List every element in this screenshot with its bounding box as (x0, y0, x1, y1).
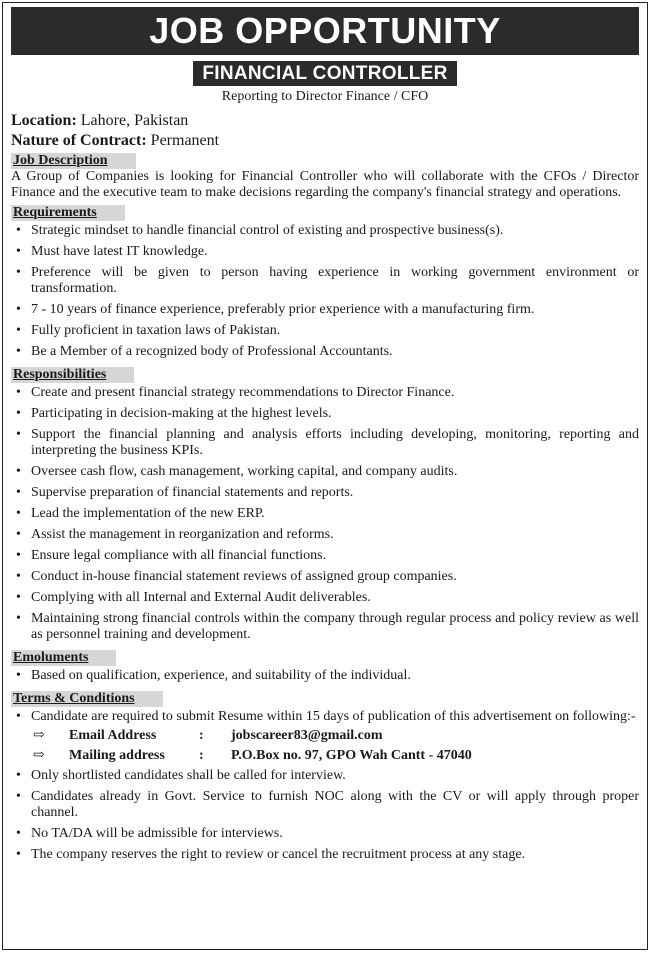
bullet-icon: • (16, 302, 21, 317)
bullet-icon: • (16, 847, 21, 862)
email-label: Email Address (69, 728, 157, 743)
list-item (11, 406, 639, 422)
list-item-text: Complying with all Internal and External Audit deliverables. (31, 590, 371, 605)
list-item (11, 668, 639, 684)
list-item (11, 847, 639, 863)
list-item-text: Participating in decision-making at the highest levels. (31, 406, 332, 421)
list-item (11, 302, 639, 318)
list-item-text: Strategic mindset to handle financial control of existing and prospective business(s). (31, 223, 504, 238)
list-item (11, 485, 639, 501)
list-item-text: Only shortlisted candidates shall be called for interview. (31, 768, 346, 783)
terms-heading: Terms & Conditions (11, 691, 163, 707)
bullet-icon: • (16, 789, 21, 804)
mailing-label: Mailing address (69, 748, 165, 763)
bullet-icon: • (16, 344, 21, 359)
email-contact-row (11, 728, 639, 744)
list-item (11, 265, 639, 297)
job-description-heading: Job Description (11, 153, 136, 169)
headline: JOB OPPORTUNITY (11, 7, 639, 55)
bullet-icon: • (16, 527, 21, 542)
location-value: Lahore, Pakistan (80, 112, 189, 129)
list-item (11, 826, 639, 842)
list-item-text: Fully proficient in taxation laws of Pakistan. (31, 323, 281, 338)
bullet-icon: • (16, 323, 21, 338)
responsibilities-list (11, 385, 639, 643)
list-item (11, 427, 639, 459)
list-item (11, 244, 639, 260)
list-item (11, 223, 639, 239)
list-item-text: Oversee cash flow, cash management, working capital, and company audits. (31, 464, 458, 479)
list-item (11, 709, 639, 725)
list-item (11, 464, 639, 480)
bullet-icon: • (16, 611, 21, 626)
job-description-text: A Group of Companies is looking for Financial Controller who will collaborate with the CFOs / Director Finance and the executive team to make decisions regarding the company's financial strategy and operations. (11, 169, 639, 200)
list-item-text: Preference will be given to person having experience in working government environment or transformation. (31, 265, 639, 296)
arrow-right-icon: ⇨ (33, 748, 45, 763)
list-item-text: Supervise preparation of financial statements and reports. (31, 485, 354, 500)
list-item-text: Assist the management in reorganization and reforms. (31, 527, 334, 542)
bullet-icon: • (16, 385, 21, 400)
emoluments-list (11, 668, 639, 684)
location-field (11, 111, 639, 131)
bullet-icon: • (16, 506, 21, 521)
list-item-text: Lead the implementation of the new ERP. (31, 506, 265, 521)
bullet-icon: • (16, 590, 21, 605)
list-item-text: Ensure legal compliance with all financial functions. (31, 548, 327, 563)
bullet-icon: • (16, 485, 21, 500)
list-item-text: No TA/DA will be admissible for interviews. (31, 826, 283, 841)
mailing-address: P.O.Box no. 97, GPO Wah Cantt - 47040 (231, 748, 472, 763)
bullet-icon: • (16, 406, 21, 421)
requirements-heading: Requirements (11, 205, 125, 221)
job-advertisement (2, 2, 648, 950)
list-item (11, 548, 639, 564)
list-item-text: Be a Member of a recognized body of Professional Accountants. (31, 344, 393, 359)
list-item-text: Create and present financial strategy recommendations to Director Finance. (31, 385, 455, 400)
list-item (11, 789, 639, 821)
requirements-list (11, 223, 639, 360)
list-item (11, 527, 639, 543)
bullet-icon: • (16, 464, 21, 479)
list-item-text: Conduct in-house financial statement reviews of assigned group companies. (31, 569, 457, 584)
list-item-text: Maintaining strong financial controls within the company through regular process and policy review as well as personnel training and development. (31, 611, 639, 642)
list-item (11, 344, 639, 360)
email-address-link[interactable]: jobscareer83@gmail.com (231, 728, 383, 743)
bullet-icon: • (16, 569, 21, 584)
arrow-right-icon: ⇨ (33, 728, 45, 743)
responsibilities-heading: Responsibilities (11, 367, 134, 383)
bullet-icon: • (16, 223, 21, 238)
list-item (11, 506, 639, 522)
contract-value: Permanent (150, 132, 220, 149)
list-item (11, 569, 639, 585)
list-item (11, 611, 639, 643)
list-item-text: Candidates already in Govt. Service to furnish NOC along with the CV or will apply through proper channel. (31, 789, 639, 820)
bullet-icon: • (16, 244, 21, 259)
list-item (11, 323, 639, 339)
list-item-text: The company reserves the right to review or cancel the recruitment process at any stage. (31, 847, 526, 862)
mailing-contact-row (11, 748, 639, 764)
position-title-wrap (11, 61, 639, 86)
list-item-text: Based on qualification, experience, and suitability of the individual. (31, 668, 411, 683)
list-item (11, 385, 639, 401)
location-label: Location: (11, 112, 77, 129)
list-item-text: Support the financial planning and analysis efforts including developing, monitoring, reporting and interpreting the business KPIs. (31, 427, 639, 458)
bullet-icon: • (16, 427, 21, 442)
bullet-icon: • (16, 548, 21, 563)
colon-separator: : (199, 728, 204, 743)
list-item-text: Must have latest IT knowledge. (31, 244, 208, 259)
list-item-text: 7 - 10 years of finance experience, preferably prior experience with a manufacturing firm. (31, 302, 535, 317)
emoluments-heading: Emoluments (11, 650, 116, 666)
terms-list-continued (11, 768, 639, 863)
contract-label: Nature of Contract: (11, 132, 147, 149)
reporting-line: Reporting to Director Finance / CFO (221, 89, 429, 104)
bullet-icon: • (16, 826, 21, 841)
bullet-icon: • (16, 768, 21, 783)
bullet-icon: • (16, 668, 21, 683)
position-title: FINANCIAL CONTROLLER (193, 61, 456, 86)
bullet-icon: • (16, 265, 21, 280)
list-item-text: Candidate are required to submit Resume within 15 days of publication of this advertisement on following:- (31, 709, 636, 724)
colon-separator: : (199, 748, 204, 763)
contract-field (11, 131, 639, 151)
list-item (11, 768, 639, 784)
list-item (11, 590, 639, 606)
bullet-icon: • (16, 709, 21, 724)
terms-list (11, 709, 639, 725)
